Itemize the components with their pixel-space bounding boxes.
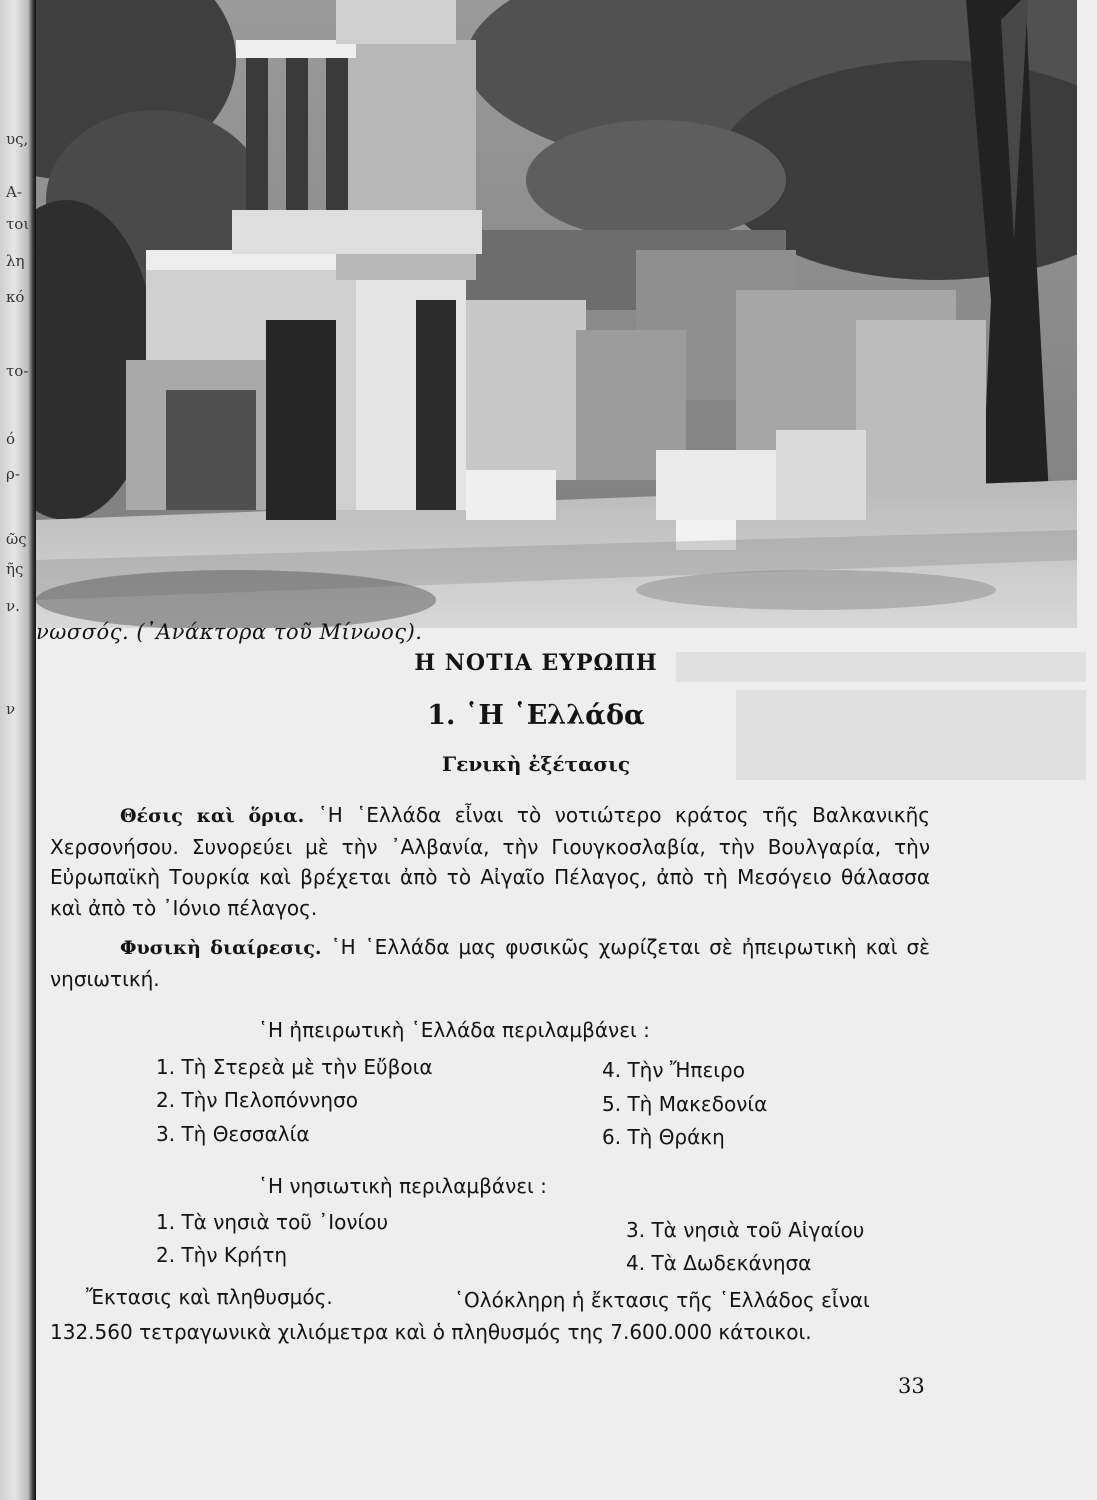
photo-illustration — [36, 0, 1077, 628]
subsection-title: Γενικὴ ἐξέτασις — [441, 752, 631, 776]
chapter-title: Η ΝΟΤΙΑ ΕΥΡΩΠΗ — [414, 650, 658, 676]
margin-fragment: ό — [6, 430, 16, 448]
islands-intro: ῾Η νησιωτικὴ περιλαμβάνει : — [258, 1174, 547, 1198]
margin-fragment: ῶς — [6, 530, 27, 548]
list-item: 4. Τὴν Ἤπειρο — [602, 1058, 745, 1082]
margin-fragment: λη — [6, 252, 25, 270]
list-item: 4. Τὰ Δωδεκάνησα — [626, 1251, 812, 1275]
area-text: ῾Ολόκληρη ἡ ἔκτασις τῆς ῾Ελλάδος εἶναι — [454, 1288, 870, 1312]
margin-fragment: κό — [6, 288, 25, 306]
knossos-palace-photo — [36, 0, 1077, 628]
list-item: 3. Τὴ Θεσσαλία — [156, 1122, 310, 1146]
list-item: 3. Τὰ νησιὰ τοῦ Αἰγαίου — [626, 1218, 865, 1242]
list-item: 1. Τὰ νησιὰ τοῦ ᾿Ιονίου — [156, 1210, 389, 1234]
margin-fragment: υς, — [6, 130, 29, 148]
list-item: 2. Τὴν Πελοπόννησο — [156, 1088, 358, 1112]
page-number: 33 — [898, 1374, 925, 1398]
margin-fragment: το- — [6, 362, 29, 380]
paragraph-lead: Φυσικὴ διαίρεσις. — [120, 937, 322, 959]
division-paragraph — [50, 932, 930, 994]
mainland-intro: ῾Η ἠπειρωτικὴ ῾Ελλάδα περιλαμβάνει : — [258, 1018, 650, 1042]
list-item: 5. Τὴ Μακεδονία — [602, 1092, 768, 1116]
margin-fragment: ρ- — [6, 465, 20, 483]
section-title: 1. ῾Η ῾Ελλάδα — [427, 700, 645, 731]
list-item: 1. Τὴ Στερεὰ μὲ τὴν Εὔβοια — [156, 1055, 433, 1079]
photo-caption: νωσσός. (᾿Ανάκτορα τοῦ Μίνωος). — [36, 620, 423, 644]
list-item: 2. Τὴν Κρήτη — [156, 1243, 288, 1267]
adjacent-page-edge — [0, 0, 36, 1500]
margin-fragment: ῆς — [6, 560, 24, 578]
list-item: 6. Τὴ Θράκη — [602, 1125, 725, 1149]
paragraph-lead: Θέσις καὶ ὅρια. — [120, 805, 305, 827]
area-label: Ἔκτασις καὶ πληθυσμός. — [86, 1285, 333, 1309]
margin-fragment: ν. — [6, 597, 20, 615]
paragraph-text: ῾Η ῾Ελλάδα εἶναι τὸ νοτιώτερο κράτος τῆς Βαλκανικῆς Χερσονήσου. Συνορεύει μὲ τὴν ᾿Αλβανία, τὴν Γιουγκοσλαβία, τὴν Βουλγαρία, τὴν Εὐρωπαϊκὴ Τουρκία καὶ βρέχεται ἀπὸ τὸ Αἰγαῖο Πέλαγος, ἀπὸ τὴ Μεσόγειο θάλασσα καὶ ἀπὸ τὸ ᾿Ιόνιο πέλαγος. — [50, 803, 930, 920]
margin-fragment: ν — [6, 700, 16, 718]
position-paragraph — [50, 800, 930, 923]
margin-fragment: Α- — [6, 183, 22, 201]
book-page — [36, 0, 1097, 1500]
area-population-text: 132.560 τετραγωνικὰ χιλιόμετρα καὶ ὁ πληθυσμός της 7.600.000 κάτοικοι. — [50, 1320, 812, 1344]
paragraph-text: ῾Η ῾Ελλάδα μας φυσικῶς χωρίζεται σὲ ἠπειρωτικὴ καὶ σὲ νησιωτική. — [50, 935, 930, 991]
margin-fragment: τοι — [6, 215, 30, 233]
